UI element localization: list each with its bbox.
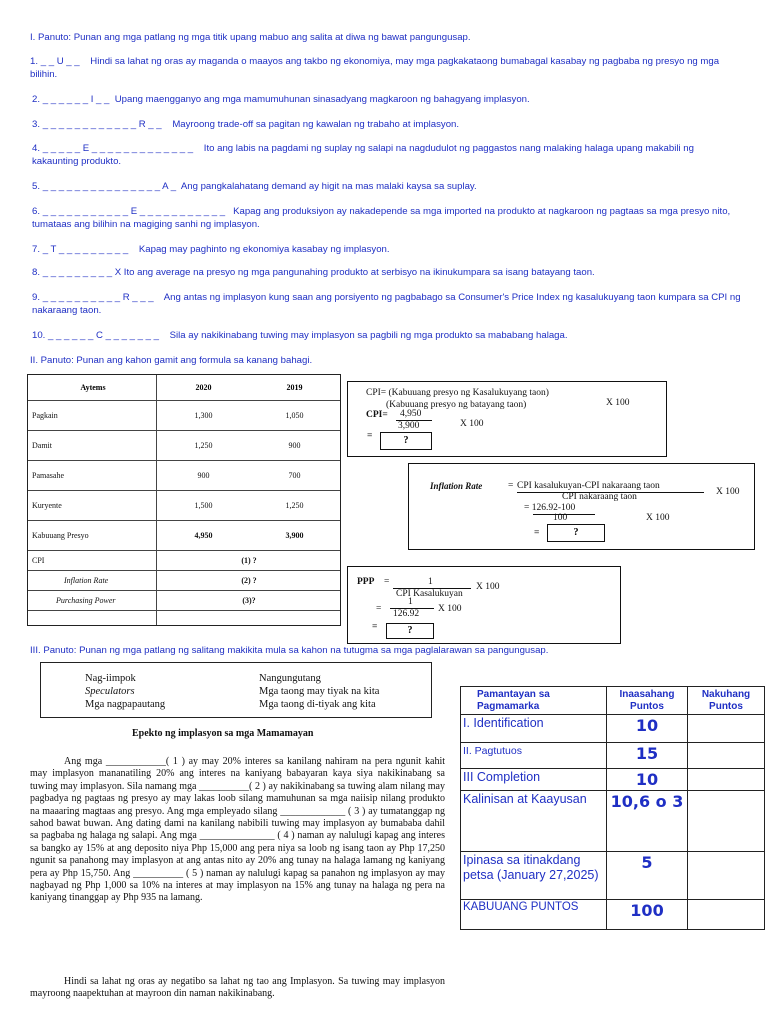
item-number: 2.	[32, 94, 41, 105]
item-text: Upang maengganyo ang mga mamumuhunan sinasadyang magkaroon ng bahagyang implasyon.	[114, 94, 530, 105]
item-number: 5.	[32, 181, 41, 192]
cpi-numerator: 4,950	[400, 409, 422, 419]
row-label: Pamasahe	[28, 460, 158, 490]
inflation-eq2: = 126.92-100	[524, 503, 576, 513]
item-number: 1.	[30, 56, 39, 67]
inflation-label: Inflation Rate	[28, 570, 158, 590]
word-bank-item: Mga taong may tiyak na kita	[259, 686, 380, 697]
cell-2019: 900	[249, 430, 340, 460]
item-number: 6.	[32, 206, 41, 217]
cpi-answer: (1) ?	[158, 550, 340, 570]
item-blank: _ _ _ _ _ _ C _ _ _ _ _ _ _	[48, 330, 159, 341]
ppp-answer-box[interactable]: ?	[386, 623, 434, 639]
rubric-row	[461, 743, 765, 769]
part1-heading: I. Panuto: Punan ang mga patlang ng mga titik upang mabuo ang salita at diwa ng bawat pangungusap.	[30, 32, 471, 43]
item-number: 4.	[32, 143, 41, 154]
rubric-points: 5	[607, 852, 688, 900]
item-9	[32, 292, 742, 317]
rubric-criteria: KABUUANG PUNTOS	[461, 900, 607, 930]
row-label: Damit	[28, 430, 158, 460]
item-number: 9.	[32, 292, 41, 303]
row-label: Pagkain	[28, 400, 158, 430]
item-blank: _ T _ _ _ _ _ _ _ _ _	[42, 244, 129, 255]
rubric-earned-cell[interactable]	[688, 769, 765, 791]
rubric-row	[461, 791, 765, 852]
cpi-equals: =	[367, 431, 373, 441]
item-text: Sila ay nakikinabang tuwing may implasyon sa pagbili ng mga produkto sa mababang halaga.	[169, 330, 568, 341]
pp-answer: (3)?	[158, 590, 340, 610]
item-number: 7.	[32, 244, 41, 255]
ppp-label: PPP	[357, 577, 375, 587]
item-4	[32, 143, 742, 168]
word-bank-item: Mga taong di-tiyak ang kita	[259, 699, 376, 710]
part2-heading: II. Panuto: Punan ang kahon gamit ang formula sa kanang bahagi.	[30, 355, 313, 366]
table-row	[28, 400, 340, 430]
table-row	[28, 520, 340, 550]
cell-2019: 1,050	[249, 400, 340, 430]
col-header-2020: 2020	[158, 375, 249, 400]
item-number: 10.	[32, 330, 46, 341]
rubric-row	[461, 900, 765, 930]
cpi-formula-line1: CPI= (Kabuuang presyo ng Kasalukuyang taon)	[366, 388, 549, 398]
row-label: Kuryente	[28, 490, 158, 520]
item-3	[32, 119, 742, 132]
table-row	[28, 490, 340, 520]
inflation-denominator: CPI nakaraang taon	[562, 492, 637, 502]
rubric-row	[461, 852, 765, 900]
rubric-points: 10	[607, 715, 688, 743]
rubric-earned-cell[interactable]	[688, 852, 765, 900]
table-row	[28, 430, 340, 460]
word-bank-item: Nangungutang	[259, 673, 321, 684]
item-text: Kapag may paghinto ng ekonomiya kasabay ng implasyon.	[138, 244, 390, 255]
rubric-header-expected: Inaasahang Puntos	[607, 687, 688, 715]
rubric-header-earned: Nakuhang Puntos	[688, 687, 765, 715]
word-bank-item: Speculators	[85, 686, 135, 697]
item-blank: _ _ _ _ _ _ _ _ _ _ _ _ _ _ _ A _	[42, 181, 177, 192]
table-row	[28, 460, 340, 490]
item-7	[32, 244, 742, 257]
passage-title: Epekto ng implasyon sa mga Mamamayan	[132, 728, 314, 739]
cell-2020: 1,250	[158, 430, 249, 460]
cell-2019: 3,900	[249, 520, 340, 550]
col-header-2019: 2019	[249, 375, 340, 400]
col-header-items: Aytems	[28, 375, 158, 400]
passage-paragraph-2: Hindi sa lahat ng oras ay negatibo sa lahat ng tao ang Implasyon. Sa tuwing may implasyon mayroong naapektuhan at mayroon din naman nakikinabang.	[30, 976, 445, 1000]
cpi-label: CPI	[28, 550, 158, 570]
cpi-formula-x100: X 100	[606, 398, 630, 408]
item-text: Ang pangkalahatang demand ay higit na mas malaki kaysa sa suplay.	[180, 181, 477, 192]
rubric-points: 100	[607, 900, 688, 930]
cpi-denominator: 3,900	[398, 421, 420, 431]
item-6	[32, 206, 742, 231]
ppp-den2: 126.92	[393, 609, 420, 619]
ppp-numerator: 1	[428, 577, 433, 587]
table-row	[28, 570, 340, 590]
cpi-eq-label: CPI=	[366, 410, 388, 420]
rubric-earned-cell[interactable]	[688, 743, 765, 769]
item-8	[32, 267, 742, 280]
item-blank: _ _ U _ _	[40, 56, 80, 67]
cpi-formula-line2: (Kabuuang presyo ng batayang taon)	[386, 400, 527, 410]
inflation-x100b: X 100	[646, 513, 670, 523]
word-bank-item: Nag-iimpok	[85, 673, 136, 684]
rubric-points: 15	[607, 743, 688, 769]
row-label: Kabuuang Presyo	[28, 520, 158, 550]
item-10	[32, 330, 742, 343]
pp-label: Purchasing Power	[28, 590, 158, 610]
rubric-points: 10,6 o 3	[607, 791, 688, 852]
ppp-x100: X 100	[476, 582, 500, 592]
rubric-row	[461, 769, 765, 791]
part3-heading: III. Panuto: Punan ng mga patlang ng salitang makikita mula sa kahon na tutugma sa mga paglalarawan sa pangungusap.	[30, 645, 549, 656]
ppp-x100b: X 100	[438, 604, 462, 614]
passage-paragraph-1: Ang mga ____________( 1 ) ay may 20% interes sa kanilang nahiram na pera ngunit kahit may implasyon mananatiling 20% ang interes na kaniyang babayaran kaya siya nakikinabang sa tuwing may implasyon. Sila namang mga __________( 2 ) ay nakikinabang sa tuwing alam nilang may pagbadya ng pagtaas ng presyo ay may lakas loob silang mamuhunan sa mga naiisip nilang produkto na maaaring magtaas ang presyo. Ang mga empleyado silang _____________ ( 3 ) ay tumatanggap ng sahod bawat buwan. Ang dating dami na kanilang nabibili tuwing may implasyon ay bumababa dahil sa pagbaba ng halaga ng salapi. Ang mga _______________ ( 4 ) naman ay nalulugi kapag ang interes sa bangko ay 15% at ang deposito niya Php 15,000 ang pera niya sa loob ng isang taon ay Php 17,250 ngunit sa panahong may implasyon at ang antas nito ay 20% ang tunay na halaga lamang ng kaniyang pera ay Php 15,750. Ang __________ ( 5 ) naman ay nalulugi kapag sa panahon ng implasyon ay may nagbayad ng Php 1,000 sa 10% na interes at may implasyon na 15% ang tunay na halaga ng pera na kaniyang tinanggap ay Php 935 na lamang.	[30, 756, 445, 904]
inflation-equals: =	[534, 528, 540, 538]
rubric-criteria: Kalinisan at Kaayusan	[461, 791, 607, 852]
word-bank-item: Mga nagpapautang	[85, 699, 166, 710]
inflation-den2: 100	[553, 513, 568, 523]
rubric-earned-cell[interactable]	[688, 900, 765, 930]
item-text: Mayroong trade-off sa pagitan ng kawalan ng trabaho at implasyon.	[172, 119, 460, 130]
rubric-criteria: Ipinasa sa itinakdang petsa (January 27,2025)	[461, 852, 607, 900]
item-blank: _ _ _ _ _ E _ _ _ _ _ _ _ _ _ _ _ _ _	[42, 143, 194, 154]
cell-2020: 900	[158, 460, 249, 490]
ppp-eq2: =	[376, 604, 382, 614]
item-1	[30, 56, 742, 81]
table-row	[28, 550, 340, 570]
word-bank-box	[40, 662, 432, 718]
cell-2020: 4,950	[158, 520, 249, 550]
inflation-label: Inflation Rate	[430, 481, 483, 491]
item-number: 8.	[32, 267, 41, 278]
rubric-criteria: II. Pagtutuos	[461, 743, 607, 769]
rubric-row	[461, 715, 765, 743]
item-blank: _ _ _ _ _ _ _ _ _ _ _ E _ _ _ _ _ _ _ _ _ _ _	[42, 206, 226, 217]
item-text: Ito ang labis na pagdami ng suplay ng salapi na nagdudulot ng paggastos nang malaking halaga upang makabili ng kakaunting produkto.	[32, 143, 694, 167]
ppp-eq1: =	[384, 577, 390, 587]
inflation-answer-box[interactable]: ?	[547, 524, 605, 542]
item-number: 3.	[32, 119, 41, 130]
item-text: Ang antas ng implasyon kung saan ang porsiyento ng pagbabago sa Consumer's Price Index ng kasalukuyang taon kumpara sa CPI ng nakaraang taon.	[32, 292, 741, 316]
ppp-num2: 1	[408, 597, 413, 607]
cell-2020: 1,500	[158, 490, 249, 520]
item-text: Ito ang average na presyo ng mga pangunahing produkto at serbisyo na ikinukumpara sa isang batayang taon.	[123, 267, 595, 278]
inflation-answer: (2) ?	[158, 570, 340, 590]
cell-2019: 1,250	[249, 490, 340, 520]
cell-2020: 1,300	[158, 400, 249, 430]
inflation-eq1: =	[508, 481, 514, 491]
inflation-numerator: CPI kasalukuyan-CPI nakaraang taon	[517, 481, 660, 491]
item-blank: _ _ _ _ _ _ _ _ _ X	[42, 267, 122, 278]
rubric-criteria: I. Identification	[461, 715, 607, 743]
item-text: Kapag ang produksiyon ay nakadepende sa mga imported na produkto at nagkaroon ng pagtaas sa mga presyo nito, tumataas ang bilihin na magiging sanhi ng implasyon.	[32, 206, 731, 230]
rubric-table	[460, 686, 765, 930]
ppp-equals: =	[372, 622, 378, 632]
cell-2019: 700	[249, 460, 340, 490]
item-text: Hindi sa lahat ng oras ay maganda o maayos ang takbo ng ekonomiya, may mga pagkakataong bumabagal kasabay ng pagbaba ng presyo ng mga bilihin.	[30, 56, 720, 80]
item-blank: _ _ _ _ _ _ _ _ _ _ _ _ R _ _	[42, 119, 162, 130]
item-blank: _ _ _ _ _ _ _ _ _ _ R _ _ _	[42, 292, 154, 303]
rubric-earned-cell[interactable]	[688, 715, 765, 743]
cpi-answer-box[interactable]: ?	[380, 432, 432, 450]
item-blank: _ _ _ _ _ _ I _ _	[42, 94, 110, 105]
table-row	[28, 590, 340, 610]
rubric-points: 10	[607, 769, 688, 791]
item-2	[32, 94, 742, 107]
price-table	[27, 374, 341, 626]
cpi-x100b: X 100	[460, 419, 484, 429]
rubric-header-criteria: Pamantayan sa Pagmamarka	[461, 687, 607, 715]
item-5	[32, 181, 742, 194]
inflation-x100: X 100	[716, 487, 740, 497]
rubric-earned-cell[interactable]	[688, 791, 765, 852]
ppp-denominator: CPI Kasalukuyan	[396, 589, 463, 599]
rubric-criteria: III Completion	[461, 769, 607, 791]
